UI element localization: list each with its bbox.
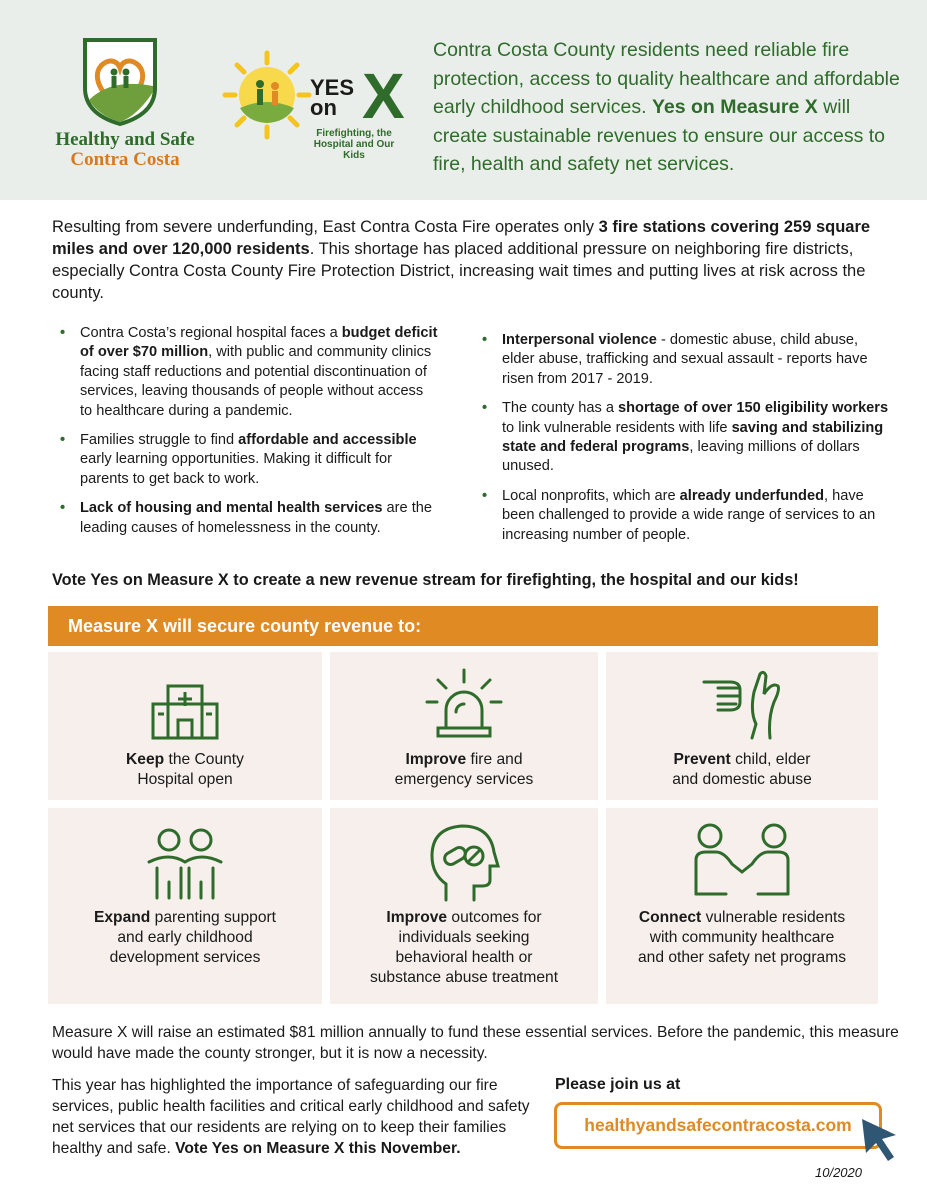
logo-line-1: Healthy and Safe — [55, 129, 195, 150]
list-item: • Families struggle to find affordable and accessible early learning opportunities. Making it difficult for parents to get back to work. — [60, 432, 417, 487]
shield-heart-icon — [81, 36, 159, 126]
list-item: • Lack of housing and mental health services are the leading causes of homelessness in the county. — [60, 500, 432, 536]
cursor-arrow-icon — [858, 1115, 900, 1163]
closing-paragraph: This year has highlighted the importance of safeguarding our fire services, public health facilities and critical early childhood and safety net services that our residents are relying on to keep their families healthy and safe. Vote Yes on Measure X this November. — [52, 1077, 530, 1157]
section-banner: Measure X will secure county revenue to: — [48, 606, 878, 646]
handshake-icon — [692, 822, 792, 896]
website-link[interactable]: healthyandsafecontracosta.com — [554, 1102, 882, 1149]
list-item: • Interpersonal violence - domestic abuse, child abuse, elder abuse, trafficking and sexual assault - reports have risen from 2017 - 2019. — [482, 332, 868, 387]
bullet-list-left — [58, 324, 438, 548]
benefit-card-hospital — [48, 652, 322, 800]
list-item: • Contra Costa’s regional hospital faces a budget deficit of over $70 million, with public and community clinics facing staff reductions and potential discontinuation of services, leaving thousands of people without access to healthcare during a pandemic. — [60, 325, 438, 419]
issue-date: 10/2020 — [815, 1165, 862, 1180]
benefit-caption: Keep the County Hospital open — [126, 751, 244, 788]
healthy-safe-logo — [40, 36, 195, 176]
siren-icon — [424, 668, 504, 740]
head-pills-icon — [428, 822, 500, 902]
bullet-list-right — [480, 331, 890, 555]
benefit-caption: Improve outcomes for individuals seeking behavioral health or substance abuse treatment — [369, 909, 559, 986]
benefit-card-fire — [330, 652, 598, 800]
logo-line-2: Contra Costa — [70, 149, 180, 170]
join-label: Please join us at — [555, 1076, 681, 1093]
header-statement: Contra Costa County residents need reliable fire protection, access to quality healthcare and affordable early childhood services. Yes on Measure X will create sustainable revenues to ensure our access to fire, health and safety net services. — [433, 39, 900, 175]
header-banner — [0, 0, 927, 200]
benefit-card-connect — [606, 808, 878, 1004]
vote-headline: Vote Yes on Measure X to create a new revenue stream for firefighting, the hospital and our kids! — [52, 571, 799, 589]
yes-on-text: YES on — [310, 75, 355, 120]
sun-kids-icon — [222, 50, 312, 140]
x-letter: X — [362, 60, 405, 132]
funding-paragraph: Measure X will raise an estimated $81 million annually to fund these essential services. Before the pandemic, this measure would have made the county stronger, but it is now a necessity. — [52, 1024, 899, 1062]
benefit-caption: Connect vulnerable residents with community healthcare and other safety net programs — [637, 909, 847, 966]
family-icon — [145, 826, 225, 900]
list-item: • The county has a shortage of over 150 eligibility workers to link vulnerable residents with life saving and stabilizing state and federal programs, leaving millions of dollars unused. — [482, 400, 889, 475]
benefit-caption: Improve fire and emergency services — [394, 751, 534, 788]
yes-tagline: Firefighting, the Hospital and Our Kids — [313, 128, 395, 161]
stop-hand-icon — [700, 668, 784, 740]
benefit-card-abuse — [606, 652, 878, 800]
benefit-caption: Expand parenting support and early childhood development services — [93, 909, 277, 966]
intro-paragraph: Resulting from severe underfunding, East Contra Costa Fire operates only 3 fire stations covering 259 square miles and over 120,000 residents. This shortage has placed additional pressure on neighboring fire districts, especially Contra Costa County Fire Protection District, increasing wait times and putting lives at risk across the county. — [52, 218, 871, 302]
benefit-card-parenting — [48, 808, 322, 1004]
list-item: • Local nonprofits, which are already underfunded, have been challenged to provide a wide range of services to an increasing number of people. — [482, 487, 876, 543]
benefits-grid — [48, 652, 878, 1004]
benefit-card-behavioral — [330, 808, 598, 1004]
benefit-caption: Prevent child, elder and domestic abuse — [672, 751, 812, 788]
yes-on-x-logo — [222, 50, 412, 170]
hospital-icon — [150, 682, 220, 740]
